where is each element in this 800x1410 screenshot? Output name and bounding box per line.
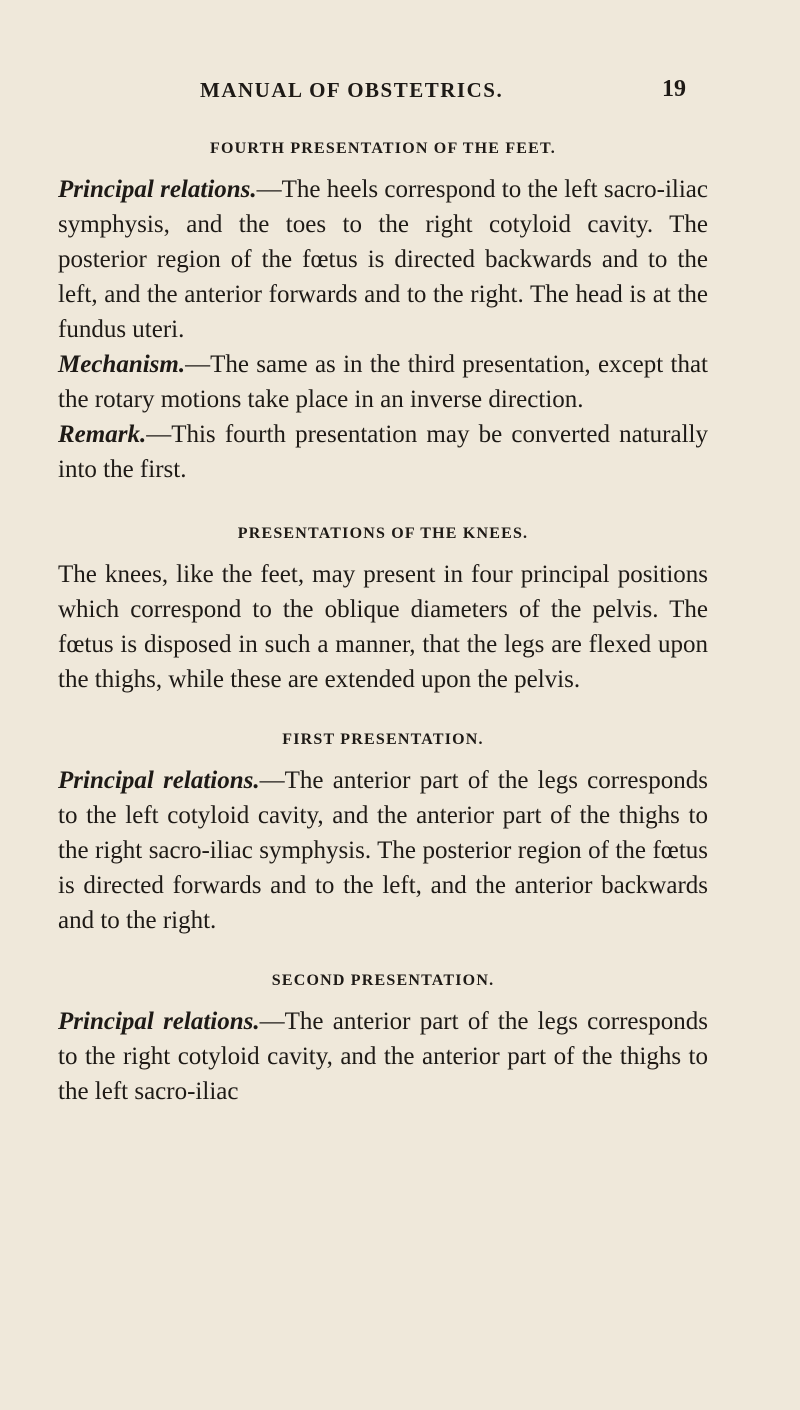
section-heading-fourth-feet: FOURTH PRESENTATION OF THE FEET. [210,140,556,157]
paragraph-principal-relations-feet [58,172,708,347]
running-title: MANUAL OF OBSTETRICS. [200,78,504,102]
page-body [58,140,708,1109]
paragraph-lead: Principal relations. [58,1008,260,1035]
section-heading-second: SECOND PRESENTATION. [271,972,495,989]
paragraph-text: —The anterior part of the legs corresponds to the right cotyloid cavity, and the anterior part of the thighs to the left sacro-iliac [58,1008,708,1105]
section-heading-knees: PRESENTATIONS OF THE KNEES. [237,525,529,542]
paragraph-lead: Principal relations. [58,176,257,203]
paragraph-text: —The anterior part of the legs corresponds to the left cotyloid cavity, and the anterior part of the thighs to the right sacro-iliac symphysis. The posterior region of the fœtus is directed forwards and to the left, and the anterior backwards and to the right. [58,767,708,934]
paragraph-knees-intro: The knees, like the feet, may present in four principal positions which correspond to the oblique diameters of the pelvis. The fœtus is disposed in such a manner, that the legs are flexed upon the thighs, while these are extended upon the pelvis. [58,561,708,693]
paragraph-first-principal-relations [58,763,708,938]
paragraph-remark [58,417,708,487]
paragraph-text: —This fourth presentation may be converted naturally into the first. [58,421,708,483]
section-heading-first: FIRST PRESENTATION. [282,731,484,748]
paragraph-lead: Remark. [58,421,147,448]
paragraph-lead: Mechanism. [58,351,186,378]
paragraph-text: —The heels correspond to the left sacro-iliac symphysis, and the toes to the right cotyloid cavity. The posterior region of the fœtus is directed backwards and to the left, and the anterior forwards and to the right. The head is at the fundus uteri. [58,176,708,343]
paragraph-mechanism [58,347,708,417]
paragraph-second-principal-relations [58,1004,708,1109]
paragraph-text: —The same as in the third presentation, except that the rotary motions take place in an inverse direction. [58,351,708,413]
page-number: 19 [662,76,686,102]
paragraph-lead: Principal relations. [58,767,260,794]
